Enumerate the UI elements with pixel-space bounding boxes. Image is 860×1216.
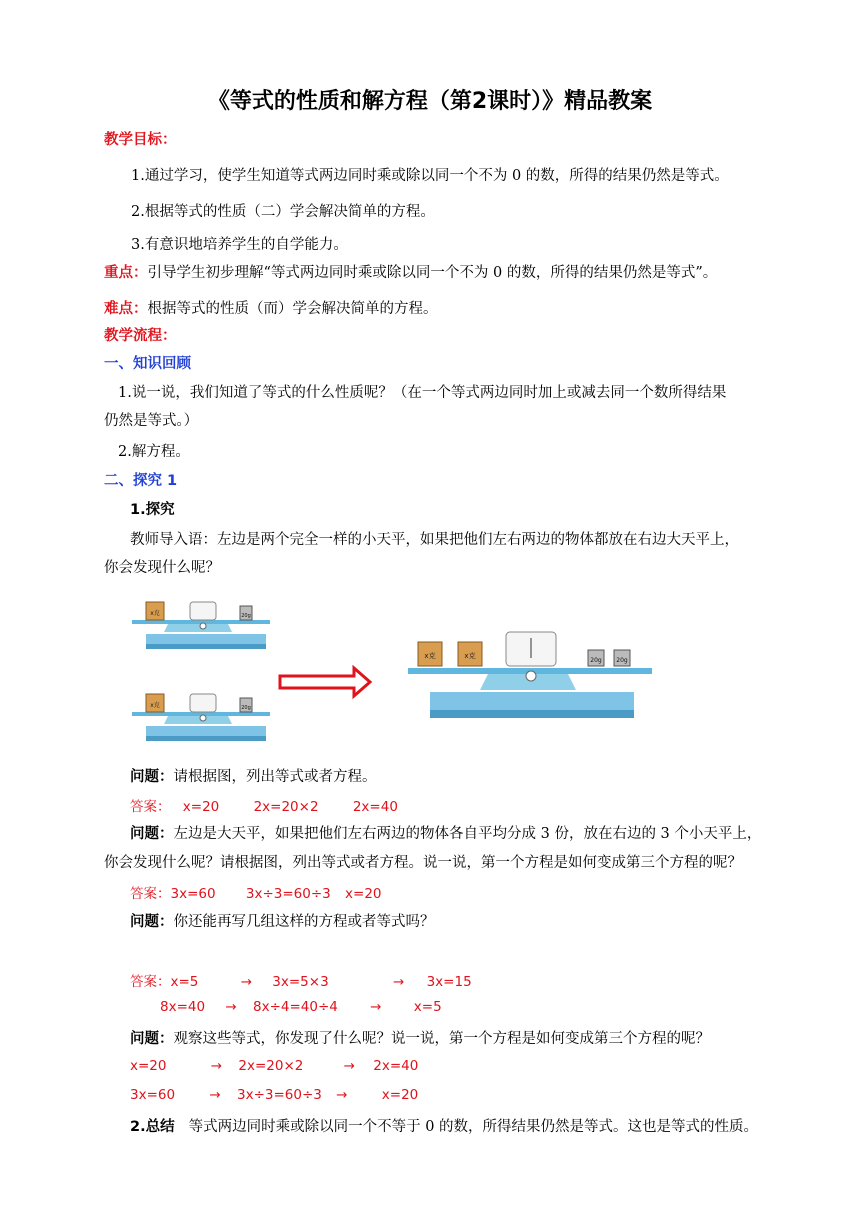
question-2-text-1: 左边是大天平，如果把他们左右两边的物体各自平均分成 3 份，放在右边的 3 个小天平上， — [173, 826, 762, 842]
arrow-icon: → — [343, 1058, 355, 1074]
arrow-icon: → — [210, 1058, 223, 1074]
answer-3-row-2-item-3: x=5 — [413, 999, 442, 1015]
small-weight-label-bottom: 20g — [241, 705, 251, 711]
answer-1-item-1: x=20 — [182, 799, 220, 815]
page-title: 《等式的性质和解方程（第2课时）》精品教案 — [207, 89, 653, 114]
goal-item-2: 2.根据等式的性质（二）学会解决简单的方程。 — [131, 204, 435, 220]
review-item-1-line-2: 仍然是等式。） — [104, 413, 199, 429]
question-3-text: 你还能再写几组这样的方程或者等式吗？ — [173, 914, 435, 930]
review-item-2: 2.解方程。 — [118, 444, 190, 460]
answer-3-row-1-item-3: 3x=15 — [426, 974, 472, 990]
answer-2-item-1: 3x=60 — [170, 886, 216, 902]
answer-4-row-2 — [130, 1087, 418, 1103]
summary — [130, 1115, 758, 1136]
big-box-label-2: x克 — [464, 652, 476, 660]
question-2-line-1 — [130, 822, 761, 843]
small-box-label-top: x克 — [150, 610, 160, 617]
answer-3-row-2-item-1: 8x=40 — [160, 999, 206, 1015]
answer-4-row-1-item-3: 2x=40 — [373, 1058, 419, 1074]
answer-2 — [130, 882, 382, 902]
answer-4-row-1-item-2: 2x=20×2 — [238, 1058, 304, 1074]
process-heading: 教学流程： — [104, 328, 177, 344]
intro-line-1: 教师导入语：左边是两个完全一样的小天平，如果把他们左右两边的物体都放在右边大天平上， — [130, 532, 739, 548]
review-item-1-line-1: 1.说一说，我们知道了等式的什么性质呢？（在一个等式两边同时加上或减去同一个数所得结果 — [118, 385, 727, 401]
summary-label: 2.总结 — [130, 1119, 175, 1135]
question-1-label: 问题： — [130, 769, 174, 785]
arrow-icon: → — [209, 1087, 221, 1103]
intro-line-2: 你会发现什么呢？ — [104, 560, 220, 576]
arrow-icon: → — [225, 999, 237, 1015]
arrow-icon: → — [336, 1087, 348, 1103]
key-point-label: 重点： — [104, 265, 148, 281]
question-2-label: 问题： — [130, 826, 174, 842]
goal-item-1: 1.通过学习，使学生知道等式两边同时乘或除以同一个不为 0 的数，所得的结果仍然是等式。 — [131, 168, 729, 184]
answer-2-label: 答案： — [130, 886, 171, 902]
answer-3-row-2-item-2: 8x÷4=40÷4 — [252, 999, 338, 1015]
section-review-heading: 一、知识回顾 — [104, 356, 191, 372]
question-4 — [130, 1027, 710, 1048]
answer-4-row-1 — [130, 1058, 418, 1074]
answer-3-row-2 — [160, 999, 442, 1015]
question-4-text: 观察这些等式，你发现了什么呢？说一说，第一个方程是如何变成第三个方程的呢？ — [173, 1031, 710, 1047]
answer-3-row-1-item-2: 3x=5×3 — [272, 974, 329, 990]
answer-1-label: 答案： — [130, 799, 171, 815]
answer-2-item-3: x=20 — [345, 886, 382, 902]
small-balance-top — [132, 602, 270, 649]
question-3-label: 问题： — [130, 914, 174, 930]
answer-4-row-2-item-2: 3x÷3=60÷3 — [236, 1087, 322, 1103]
big-weight-label-1: 20g — [590, 657, 602, 664]
answer-1 — [130, 795, 398, 815]
difficulty-label: 难点： — [104, 301, 148, 317]
arrow-icon: → — [370, 999, 382, 1015]
goals-heading: 教学目标： — [104, 132, 177, 148]
red-arrow-icon — [280, 668, 370, 696]
arrow-icon: → — [240, 974, 252, 990]
goal-item-3: 3.有意识地培养学生的自学能力。 — [131, 237, 348, 253]
question-4-label: 问题： — [130, 1031, 174, 1047]
answer-3-row-1 — [130, 970, 472, 990]
big-balance — [408, 632, 652, 718]
summary-text: 等式两边同时乘或除以同一个不等于 0 的数，所得结果仍然是等式。这也是等式的性质。 — [188, 1119, 759, 1135]
big-box-label-1: x克 — [424, 652, 436, 660]
balance-figure — [128, 592, 658, 754]
difficulty-text: 根据等式的性质（而）学会解决简单的方程。 — [147, 301, 438, 317]
arrow-icon: → — [392, 974, 405, 990]
answer-1-item-3: 2x=40 — [352, 799, 398, 815]
big-weight-label-2: 20g — [616, 657, 628, 664]
section-explore-heading: 二、探究 1 — [104, 473, 178, 489]
question-1 — [130, 765, 377, 786]
small-balance-bottom — [132, 694, 270, 741]
key-point — [104, 261, 717, 282]
answer-4-row-2-item-3: x=20 — [381, 1087, 419, 1103]
answer-4-row-1-item-1: x=20 — [130, 1058, 167, 1074]
small-weight-label-top: 20g — [241, 613, 251, 619]
question-1-text: 请根据图，列出等式或者方程。 — [173, 769, 377, 785]
answer-3-row-1-item-1: x=5 — [170, 974, 199, 990]
answer-4-row-2-item-1: 3x=60 — [130, 1087, 176, 1103]
small-box-label-bottom: x克 — [150, 702, 160, 709]
key-point-text: 引导学生初步理解“等式两边同时乘或除以同一个不为 0 的数，所得的结果仍然是等式”。 — [147, 265, 718, 281]
question-2-line-2: 你会发现什么呢？请根据图，列出等式或者方程。说一说，第一个方程是如何变成第三个方程的呢？ — [104, 855, 742, 871]
answer-2-item-2: 3x÷3=60÷3 — [245, 886, 331, 902]
question-3 — [130, 910, 435, 931]
answer-1-item-2: 2x=20×2 — [253, 799, 319, 815]
difficulty — [104, 297, 438, 318]
explore-subheading: 1.探究 — [130, 502, 175, 518]
answer-3-label: 答案： — [130, 974, 171, 990]
